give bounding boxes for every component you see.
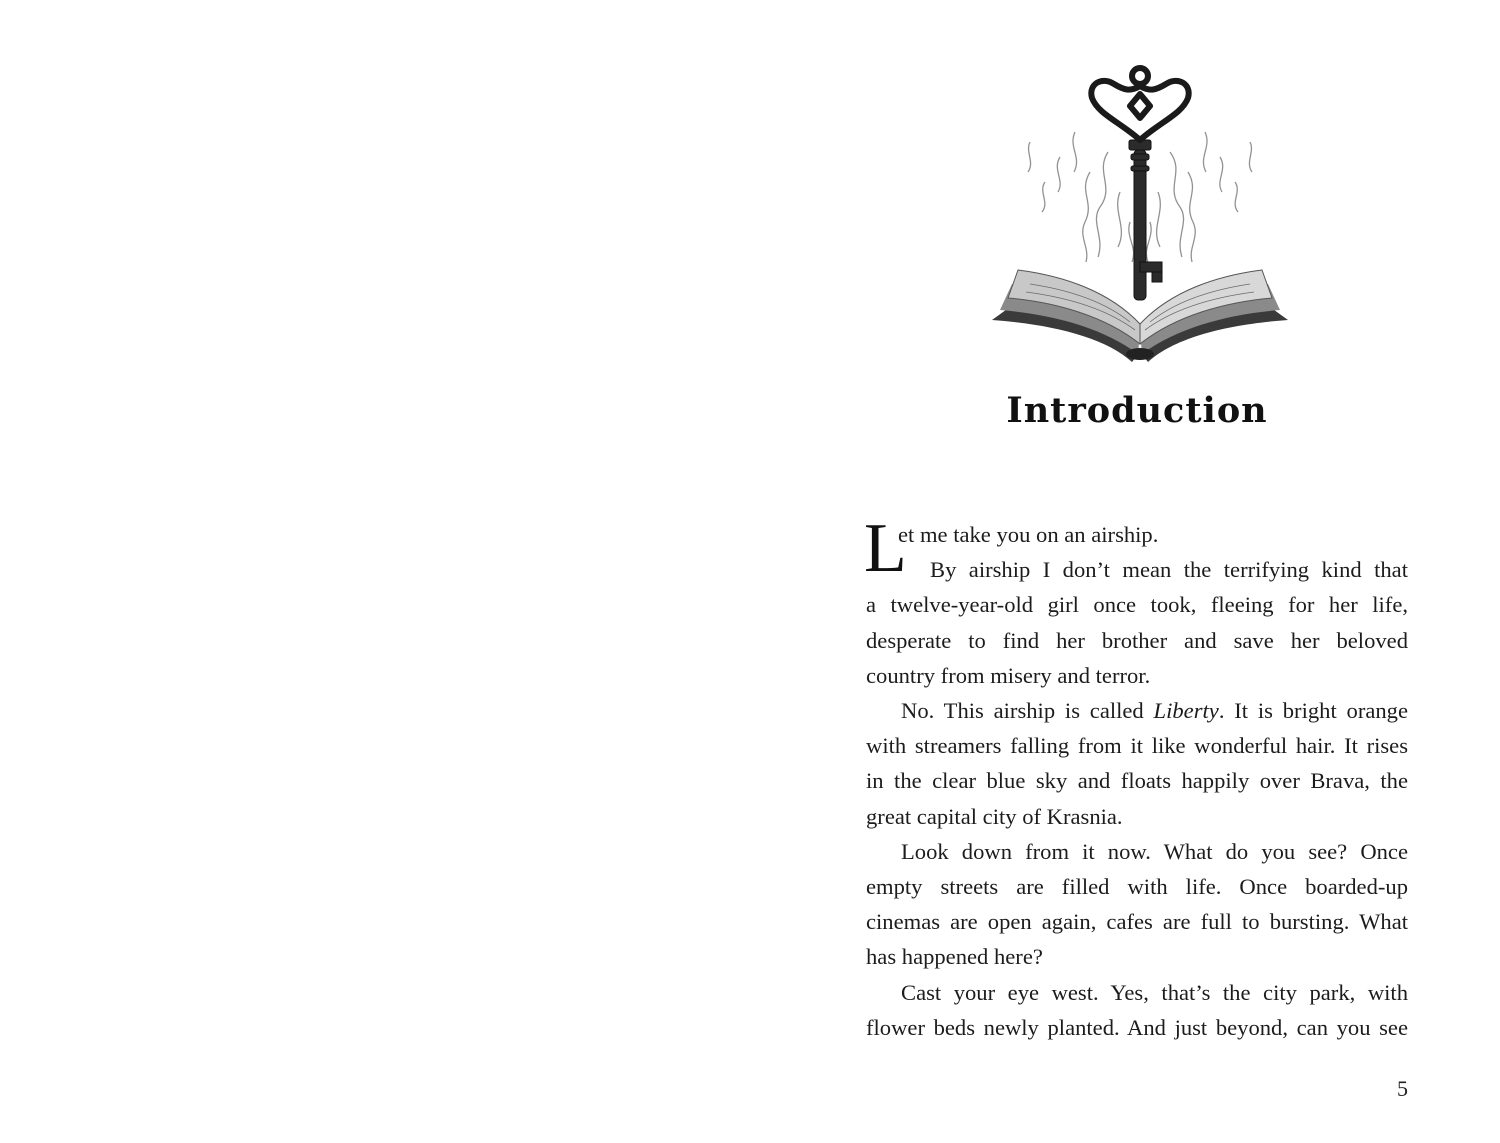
text-line: has happened here? <box>866 944 1043 970</box>
text-line: Cast your eye west. Yes, that’s the city park, with <box>901 979 1408 1005</box>
right-page <box>750 0 1500 1143</box>
text-line: flower beds newly planted. And just beyond, can you see <box>866 1014 1408 1040</box>
text-line: empty streets are filled with life. Once boarded-up <box>866 874 1408 900</box>
chapter-title: Introduction <box>1006 390 1268 431</box>
text-line: Look down from it now. What do you see? Once <box>901 838 1408 864</box>
paragraph <box>866 834 1408 975</box>
open-book-with-key-icon <box>990 62 1290 372</box>
paragraph <box>866 975 1408 1045</box>
text-line <box>866 693 1408 728</box>
text-line: a twelve-year-old girl once took, fleeing for her life, <box>866 592 1408 618</box>
paragraph <box>866 587 1408 693</box>
text-line: country from misery and terror. <box>866 662 1151 688</box>
text-line: great capital city of Krasnia. <box>866 803 1123 829</box>
paragraph <box>866 693 1408 834</box>
text-line: By airship I don’t mean the terrifying kind that <box>930 557 1408 583</box>
page-number: 5 <box>1397 1076 1408 1101</box>
text-line: cinemas are open again, cafes are full to bursting. What <box>866 909 1408 935</box>
airship-name: Liberty <box>1153 698 1219 723</box>
text-line: in the clear blue sky and floats happily over Brava, the <box>866 768 1408 794</box>
text-line: with streamers falling from it like wonderful hair. It rises <box>866 733 1408 759</box>
text-segment: No. This airship is called <box>901 698 1154 723</box>
body-text <box>864 510 1408 1045</box>
text-segment: . It is bright orange <box>1218 698 1408 723</box>
drop-cap: L <box>864 510 907 587</box>
text-line: et me take you on an airship. <box>898 522 1159 547</box>
dropcap-block <box>864 510 1408 587</box>
text-line: desperate to find her brother and save her beloved <box>866 627 1408 653</box>
